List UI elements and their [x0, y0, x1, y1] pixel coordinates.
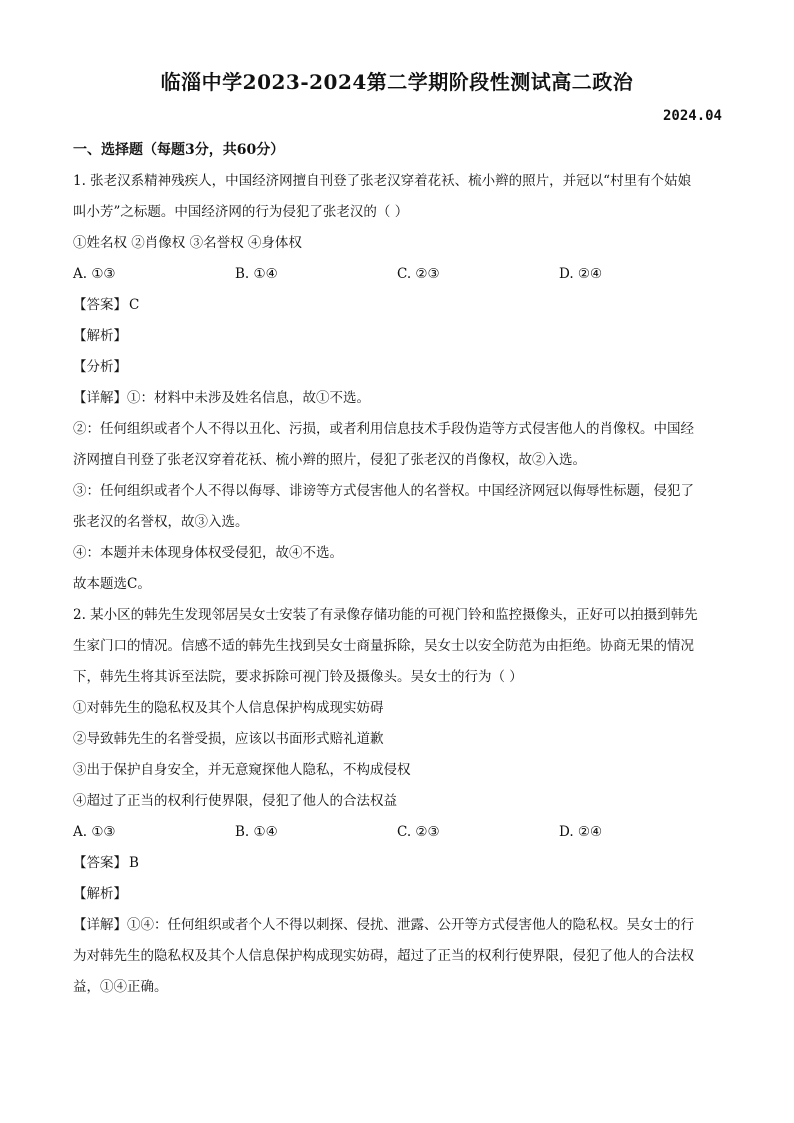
question-1-option-d: D. ②④ — [559, 266, 603, 282]
question-2-choice-3: ③出于保护自身安全，并无意窥探他人隐私，不构成侵权 — [73, 762, 411, 778]
exam-date: 2024.04 — [662, 108, 722, 124]
question-2-stem-line-3: 下，韩先生将其诉至法院，要求拆除可视门铃及摄像头。吴女士的行为（ ） — [73, 669, 523, 685]
question-2-choice-4: ④超过了正当的权利行使界限，侵犯了他人的合法权益 — [73, 793, 397, 809]
question-1-stem-line-1: 1. 张老汉系精神残疾人，中国经济网擅自刊登了张老汉穿着花袄、梳小辫的照片，并冠以“村里有个姑娘 — [73, 173, 692, 189]
question-1-options — [73, 259, 723, 290]
question-2-option-c: C. ②③ — [397, 824, 440, 840]
page-title: 临淄中学2023-2024第二学期阶段性测试高二政治 — [160, 70, 634, 94]
question-1-option-b: B. ①④ — [235, 266, 278, 282]
question-2-stem-line-2: 生家门口的情况。信感不适的韩先生找到吴女士商量拆除，吴女士以安全防范为由拒绝。协商无果的情况 — [73, 638, 694, 654]
question-2-detail-line-1: 【详解】①④：任何组织或者个人不得以刺探、侵扰、泄露、公开等方式侵害他人的隐私权。吴女士的行 — [73, 917, 694, 933]
question-2-option-b: B. ①④ — [235, 824, 278, 840]
question-2-stem-line-1: 2. 某小区的韩先生发现邻居吴女士安装了有录像存储功能的可视门铃和监控摄像头，正好可以拍摄到韩先 — [73, 607, 698, 623]
answer-value: B — [129, 855, 139, 871]
question-1-stem-line-2: 叫小芳”之标题。中国经济网的行为侵犯了张老汉的（ ） — [73, 204, 409, 220]
question-2-answer — [73, 848, 723, 879]
question-2-analysis-tag: 【解析】 — [73, 886, 127, 902]
question-1-detail-line-5: 张老汉的名誉权，故③入选。 — [73, 514, 249, 530]
question-1-detail-line-6: ④：本题并未体现身体权受侵犯，故④不选。 — [73, 545, 343, 561]
question-1-fenxi-tag: 【分析】 — [73, 359, 127, 375]
question-2-option-d: D. ②④ — [559, 824, 603, 840]
question-2 — [73, 600, 723, 1003]
question-2-option-a: A. ①③ — [73, 824, 116, 840]
question-2-choice-2: ②导致韩先生的名誉受损，应该以书面形式赔礼道歉 — [73, 731, 384, 747]
question-1-option-a: A. ①③ — [73, 266, 116, 282]
question-1-detail-line-1: 【详解】①：材料中未涉及姓名信息，故①不选。 — [73, 390, 370, 406]
question-1-answer — [73, 290, 723, 321]
question-1-analysis-tag: 【解析】 — [73, 328, 127, 344]
question-1-detail-line-2: ②：任何组织或者个人不得以丑化、污损，或者利用信息技术手段伪造等方式侵害他人的肖像权。中国经 — [73, 421, 694, 437]
answer-tag: 【答案】 — [73, 297, 127, 313]
question-1-detail-line-4: ③：任何组织或者个人不得以侮辱、诽谤等方式侵害他人的名誉权。中国经济网冠以侮辱性标题，侵犯了 — [73, 483, 694, 499]
question-1-conclusion: 故本题选C。 — [73, 576, 151, 592]
section-heading: 一、选择题（每题3分，共60分） — [73, 142, 285, 158]
question-2-detail-line-2: 为对韩先生的隐私权及其个人信息保护构成现实妨碍，超过了正当的权利行使界限，侵犯了他人的合法权 — [73, 948, 694, 964]
question-1-detail-line-3: 济网擅自刊登了张老汉穿着花袄、梳小辫的照片，侵犯了张老汉的肖像权，故②入选。 — [73, 452, 586, 468]
question-1 — [73, 166, 723, 600]
answer-value: C — [129, 297, 140, 313]
question-2-detail-line-3: 益，①④正确。 — [73, 979, 168, 995]
answer-tag: 【答案】 — [73, 855, 127, 871]
exam-content — [73, 135, 723, 1003]
question-2-options — [73, 817, 723, 848]
question-1-choices: ①姓名权 ②肖像权 ③名誉权 ④身体权 — [73, 235, 302, 251]
question-2-choice-1: ①对韩先生的隐私权及其个人信息保护构成现实妨碍 — [73, 700, 384, 716]
question-1-option-c: C. ②③ — [397, 266, 440, 282]
